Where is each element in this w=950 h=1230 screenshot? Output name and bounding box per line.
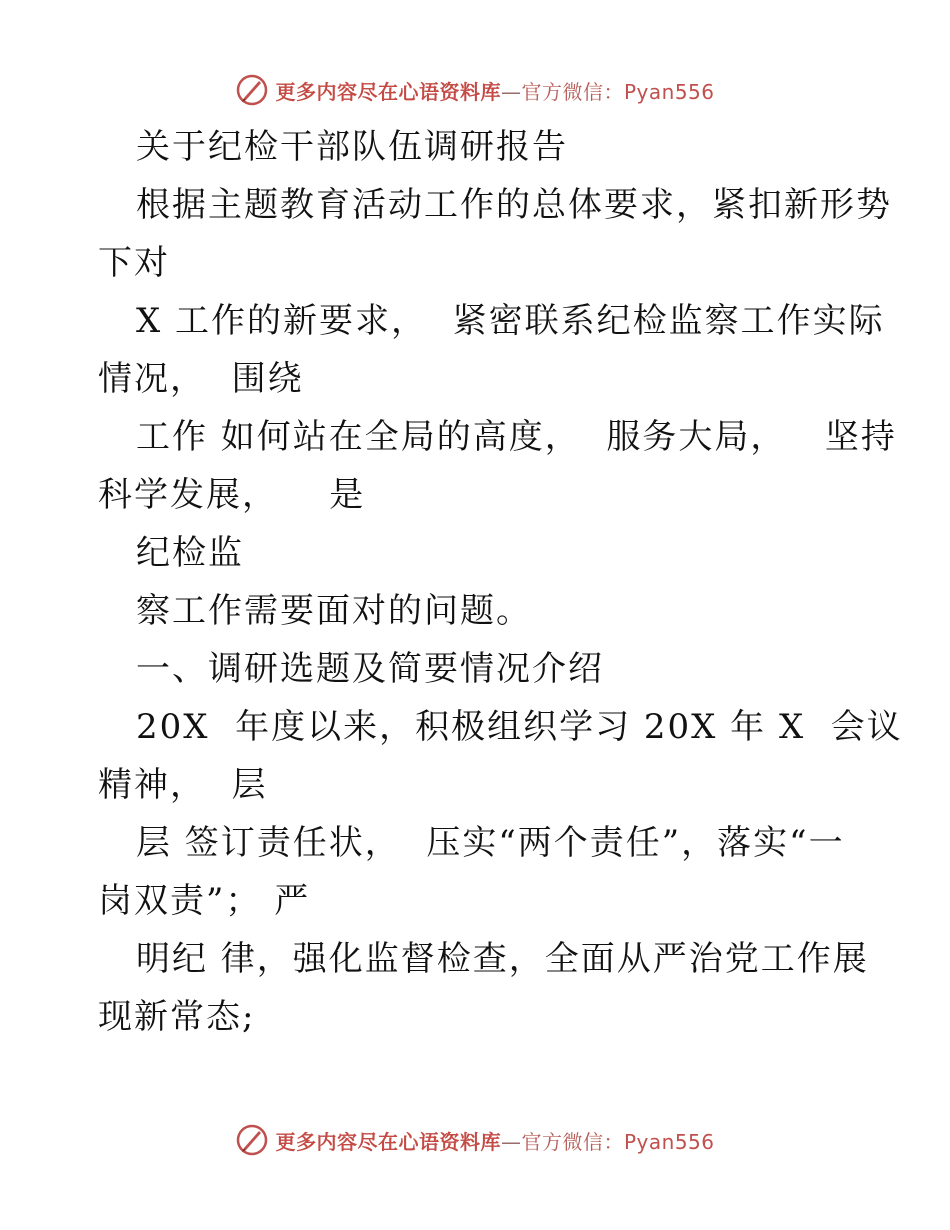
document-line: 现新常态; [98,997,256,1037]
document-body [98,118,903,1046]
document-line: 关于纪检干部队伍调研报告 [136,127,568,167]
watermark-wechat-label: 官方微信： [521,79,624,104]
header-watermark [0,70,950,110]
watermark-wechat-id: Pyan556 [623,1129,715,1154]
document-line: 科学发展， 是 [98,475,366,515]
document-line: 20X 年度以来，积极组织学习 20X 年 X 会议 [136,707,903,747]
watermark-brand: 更多内容尽在心语资料库 [275,1129,501,1154]
document-line: 岗双责”； 严 [98,881,311,921]
quill-pen-logo-icon [235,1123,269,1157]
watermark-separator: — [500,79,522,104]
watermark-brand: 更多内容尽在心语资料库 [275,79,501,104]
document-line: 纪检监 [136,533,244,573]
document-line: 层 签订责任状， 压实“两个责任”，落实“一 [136,823,845,863]
document-line: 明纪 律，强化监督检查，全面从严治党工作展 [136,939,869,979]
watermark-wechat-id: Pyan556 [623,79,715,104]
document-line: 情况， 围绕 [98,359,304,399]
quill-pen-logo-icon [235,73,269,107]
document-line: X 工作的新要求， 紧密联系纪检监察工作实际 [136,301,885,341]
document-line: 根据主题教育活动工作的总体要求，紧扣新形势 [136,185,892,225]
watermark-text [275,76,714,105]
document-line: 一、调研选题及简要情况介绍 [136,649,604,689]
document-line: 下对 [98,243,170,283]
watermark-separator: — [500,1129,522,1154]
document-line: 精神， 层 [98,765,268,805]
watermark-wechat-label: 官方微信： [521,1129,624,1154]
document-line: 察工作需要面对的问题。 [136,591,532,631]
watermark-text [275,1126,714,1155]
document-line: 工作 如何站在全局的高度， 服务大局， 坚持 [136,417,897,457]
footer-watermark [0,1120,950,1160]
